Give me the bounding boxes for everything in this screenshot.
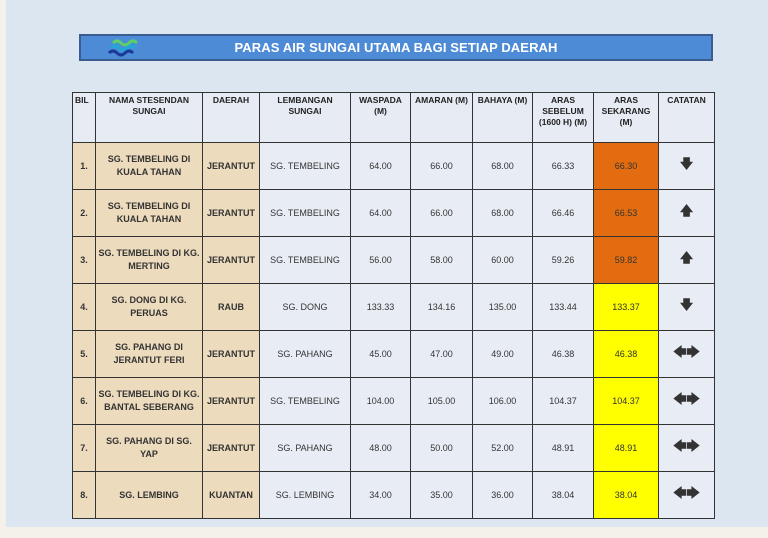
col-waspada: WASPADA (M) xyxy=(351,93,411,143)
warning-level: 105.00 xyxy=(411,378,473,425)
current-level: 48.91 xyxy=(594,425,659,472)
station-name: SG. PAHANG DI SG. YAP xyxy=(96,425,203,472)
table-row xyxy=(73,472,715,519)
station-name: SG. TEMBELING DI KUALA TAHAN xyxy=(96,143,203,190)
alert-level: 56.00 xyxy=(351,237,411,284)
trend-steady-icon: 🡄🡆 xyxy=(659,472,715,519)
col-bil: BIL xyxy=(73,93,96,143)
title-banner xyxy=(79,34,713,61)
river-basin: SG. TEMBELING xyxy=(260,190,351,237)
district: JERANTUT xyxy=(203,143,260,190)
col-daerah: DAERAH xyxy=(203,93,260,143)
district: RAUB xyxy=(203,284,260,331)
table-row xyxy=(73,425,715,472)
warning-level: 58.00 xyxy=(411,237,473,284)
current-level: 66.30 xyxy=(594,143,659,190)
row-number: 4. xyxy=(73,284,96,331)
previous-level: 59.26 xyxy=(533,237,594,284)
col-aras-sekarang: ARAS SEKARANG (M) xyxy=(594,93,659,143)
table-row xyxy=(73,237,715,284)
district: JERANTUT xyxy=(203,237,260,284)
col-amaran: AMARAN (M) xyxy=(411,93,473,143)
danger-level: 68.00 xyxy=(473,190,533,237)
col-bahaya: BAHAYA (M) xyxy=(473,93,533,143)
col-nama: NAMA STESENDAN SUNGAI xyxy=(96,93,203,143)
table-row xyxy=(73,284,715,331)
station-name: SG. LEMBING xyxy=(96,472,203,519)
alert-level: 104.00 xyxy=(351,378,411,425)
trend-down-icon: 🡇 xyxy=(659,284,715,331)
trend-up-icon: 🡅 xyxy=(659,237,715,284)
district: JERANTUT xyxy=(203,331,260,378)
station-name: SG. PAHANG DI JERANTUT FERI xyxy=(96,331,203,378)
trend-steady-icon: 🡄🡆 xyxy=(659,425,715,472)
river-basin: SG. PAHANG xyxy=(260,331,351,378)
danger-level: 49.00 xyxy=(473,331,533,378)
table-row xyxy=(73,190,715,237)
row-number: 1. xyxy=(73,143,96,190)
table-row xyxy=(73,143,715,190)
alert-level: 64.00 xyxy=(351,143,411,190)
row-number: 8. xyxy=(73,472,96,519)
river-basin: SG. DONG xyxy=(260,284,351,331)
previous-level: 48.91 xyxy=(533,425,594,472)
previous-level: 133.44 xyxy=(533,284,594,331)
river-basin: SG. TEMBELING xyxy=(260,143,351,190)
table-row xyxy=(73,378,715,425)
water-waves-icon xyxy=(105,38,145,58)
row-number: 3. xyxy=(73,237,96,284)
station-name: SG. TEMBELING DI KUALA TAHAN xyxy=(96,190,203,237)
district: JERANTUT xyxy=(203,425,260,472)
col-lembangan: LEMBANGAN SUNGAI xyxy=(260,93,351,143)
table-row xyxy=(73,331,715,378)
warning-level: 66.00 xyxy=(411,143,473,190)
river-basin: SG. TEMBELING xyxy=(260,378,351,425)
warning-level: 47.00 xyxy=(411,331,473,378)
trend-up-icon: 🡅 xyxy=(659,190,715,237)
alert-level: 45.00 xyxy=(351,331,411,378)
col-catatan: CATATAN xyxy=(659,93,715,143)
station-name: SG. TEMBELING DI KG. MERTING xyxy=(96,237,203,284)
river-basin: SG. TEMBELING xyxy=(260,237,351,284)
previous-level: 38.04 xyxy=(533,472,594,519)
warning-level: 134.16 xyxy=(411,284,473,331)
trend-steady-icon: 🡄🡆 xyxy=(659,378,715,425)
current-level: 46.38 xyxy=(594,331,659,378)
row-number: 7. xyxy=(73,425,96,472)
danger-level: 36.00 xyxy=(473,472,533,519)
warning-level: 66.00 xyxy=(411,190,473,237)
current-level: 59.82 xyxy=(594,237,659,284)
alert-level: 64.00 xyxy=(351,190,411,237)
previous-level: 46.38 xyxy=(533,331,594,378)
river-level-table xyxy=(72,92,715,519)
row-number: 2. xyxy=(73,190,96,237)
current-level: 104.37 xyxy=(594,378,659,425)
current-level: 133.37 xyxy=(594,284,659,331)
danger-level: 135.00 xyxy=(473,284,533,331)
river-basin: SG. LEMBING xyxy=(260,472,351,519)
previous-level: 66.33 xyxy=(533,143,594,190)
district: KUANTAN xyxy=(203,472,260,519)
danger-level: 60.00 xyxy=(473,237,533,284)
col-aras-sebelum: ARAS SEBELUM (1600 H) (M) xyxy=(533,93,594,143)
station-name: SG. TEMBELING DI KG. BANTAL SEBERANG xyxy=(96,378,203,425)
warning-level: 50.00 xyxy=(411,425,473,472)
alert-level: 133.33 xyxy=(351,284,411,331)
alert-level: 48.00 xyxy=(351,425,411,472)
district: JERANTUT xyxy=(203,378,260,425)
header-row xyxy=(73,93,715,143)
previous-level: 104.37 xyxy=(533,378,594,425)
current-level: 38.04 xyxy=(594,472,659,519)
page-title: PARAS AIR SUNGAI UTAMA BAGI SETIAP DAERAH xyxy=(234,40,558,55)
warning-level: 35.00 xyxy=(411,472,473,519)
alert-level: 34.00 xyxy=(351,472,411,519)
danger-level: 68.00 xyxy=(473,143,533,190)
trend-down-icon: 🡇 xyxy=(659,143,715,190)
row-number: 5. xyxy=(73,331,96,378)
previous-level: 66.46 xyxy=(533,190,594,237)
danger-level: 52.00 xyxy=(473,425,533,472)
danger-level: 106.00 xyxy=(473,378,533,425)
station-name: SG. DONG DI KG. PERUAS xyxy=(96,284,203,331)
river-basin: SG. PAHANG xyxy=(260,425,351,472)
current-level: 66.53 xyxy=(594,190,659,237)
row-number: 6. xyxy=(73,378,96,425)
trend-steady-icon: 🡄🡆 xyxy=(659,331,715,378)
district: JERANTUT xyxy=(203,190,260,237)
